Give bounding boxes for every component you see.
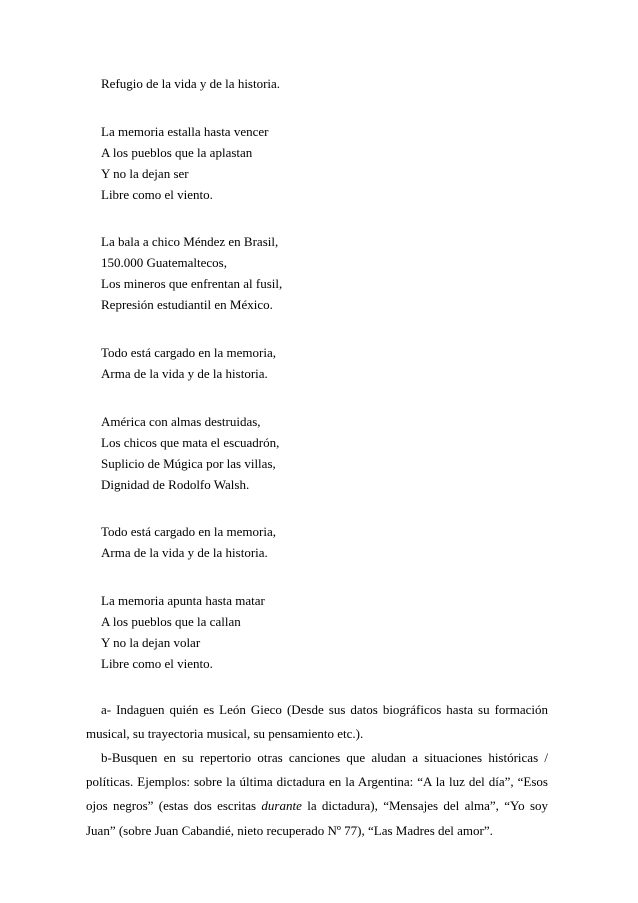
lyric-line: Represión estudiantil en México.: [101, 297, 273, 312]
lyric-line: Y no la dejan ser: [101, 166, 189, 181]
lyric-line: La memoria estalla hasta vencer: [101, 124, 269, 139]
activity-a: a- Indaguen quién es León Gieco (Desde sus datos biográficos hasta su formación musical, su trayectoria musical, su pensamiento etc.).: [86, 702, 548, 742]
activity-b-text-end: la dictadura), “Mensajes del alma”, “Yo soy Juan” (sobre Juan Cabandié, nieto recuperado Nº 77), “Las Madres del amor”.: [86, 798, 549, 838]
lyric-line: Refugio de la vida y de la historia.: [101, 76, 281, 91]
lyric-line: Libre como el viento.: [101, 187, 213, 202]
lyric-line: La bala a chico Méndez en Brasil,: [101, 234, 279, 249]
chorus-line: Arma de la vida y de la historia.: [101, 366, 268, 381]
lyric-line: A los pueblos que la aplastan: [101, 145, 253, 160]
lyric-line: A los pueblos que la callan: [101, 614, 241, 629]
lyric-line: 150.000 Guatemaltecos,: [101, 255, 227, 270]
activity-b-emphasis: durante: [261, 798, 302, 814]
activity-b: [86, 746, 548, 843]
chorus-line: Arma de la vida y de la historia.: [101, 545, 268, 560]
lyric-line: América con almas destruidas,: [101, 414, 261, 429]
activity-b-text: b-Busquen en su repertorio otras canciones que aludan a situaciones históricas / políticas. Ejemplos: sobre la última dictadura en la Argentina: “A la luz del día”, “Esos ojos negros” (estas dos escritas: [86, 750, 548, 814]
lyric-line: Suplicio de Múgica por las villas,: [101, 456, 276, 471]
lyric-line: Los mineros que enfrentan al fusil,: [101, 276, 283, 291]
lyric-line: Libre como el viento.: [101, 656, 213, 671]
chorus-line: Todo está cargado en la memoria,: [101, 524, 277, 539]
lyric-line: La memoria apunta hasta matar: [101, 593, 265, 608]
lyric-line: Y no la dejan volar: [101, 635, 201, 650]
lyric-line: Los chicos que mata el escuadrón,: [101, 435, 280, 450]
lyric-line: Dignidad de Rodolfo Walsh.: [101, 477, 250, 492]
chorus-line: Todo está cargado en la memoria,: [101, 345, 277, 360]
